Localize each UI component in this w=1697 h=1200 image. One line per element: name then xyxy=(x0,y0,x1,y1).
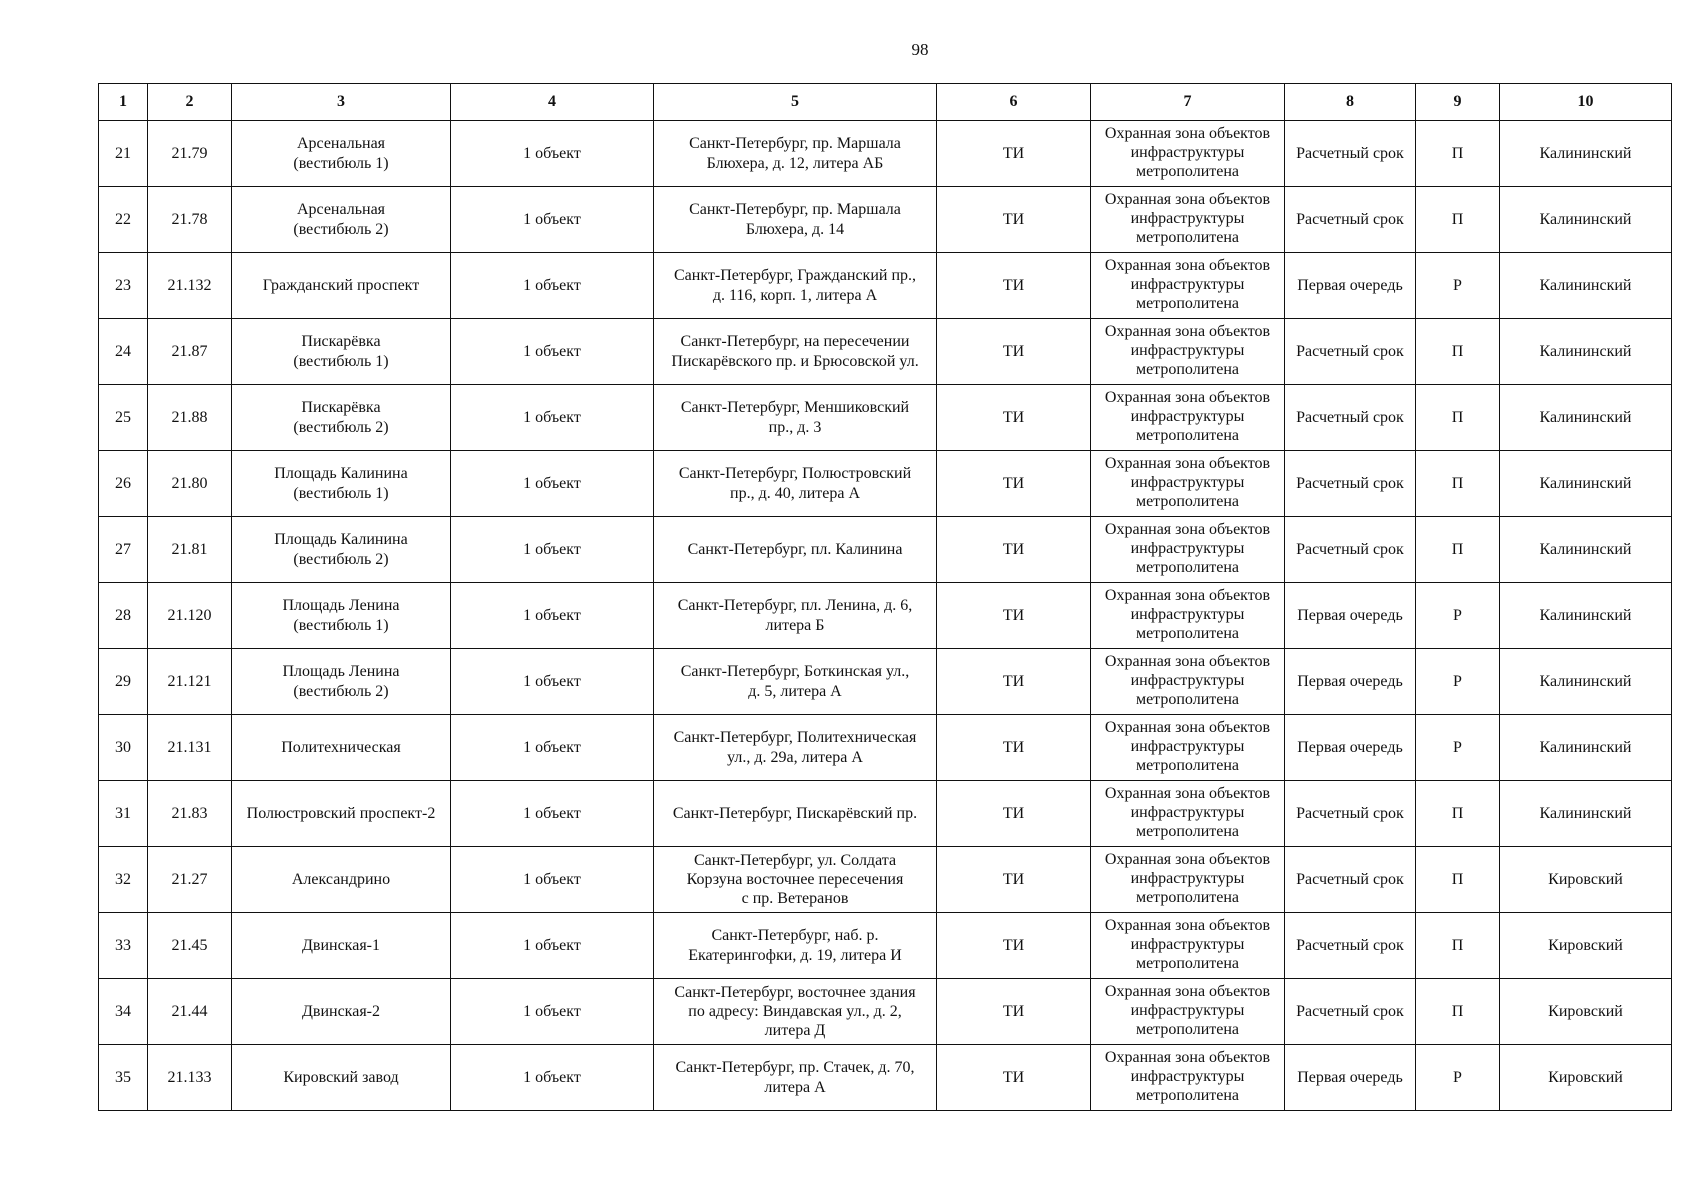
address-cell: Санкт-Петербург, на пересечении Пискарёвского пр. и Брюсовской ул. xyxy=(654,319,937,385)
station-name-cell: Площадь Ленина (вестибюль 1) xyxy=(232,583,451,649)
table-row xyxy=(99,385,1672,451)
row-number-cell: 27 xyxy=(99,517,148,583)
object-count-cell: 1 объект xyxy=(451,715,654,781)
station-name-cell: Арсенальная (вестибюль 1) xyxy=(232,121,451,187)
object-code-cell: 21.78 xyxy=(148,187,232,253)
column-header: 9 xyxy=(1416,84,1500,121)
station-name-cell: Площадь Ленина (вестибюль 2) xyxy=(232,649,451,715)
station-name-cell: Арсенальная (вестибюль 2) xyxy=(232,187,451,253)
object-type-cell: ТИ xyxy=(937,517,1091,583)
column-header: 6 xyxy=(937,84,1091,121)
row-number-cell: 25 xyxy=(99,385,148,451)
station-name-cell: Двинская-1 xyxy=(232,913,451,979)
object-count-cell: 1 объект xyxy=(451,319,654,385)
object-code-cell: 21.45 xyxy=(148,913,232,979)
object-type-cell: ТИ xyxy=(937,649,1091,715)
object-type-cell: ТИ xyxy=(937,385,1091,451)
object-count-cell: 1 объект xyxy=(451,253,654,319)
term-cell: Расчетный срок xyxy=(1285,913,1416,979)
object-code-cell: 21.83 xyxy=(148,781,232,847)
zone-cell: Охранная зона объектов инфраструктуры метрополитена xyxy=(1091,1045,1285,1111)
table-row xyxy=(99,451,1672,517)
zone-cell: Охранная зона объектов инфраструктуры метрополитена xyxy=(1091,253,1285,319)
row-number-cell: 26 xyxy=(99,451,148,517)
object-type-cell: ТИ xyxy=(937,451,1091,517)
object-type-cell: ТИ xyxy=(937,583,1091,649)
column-header: 10 xyxy=(1500,84,1672,121)
table-body xyxy=(99,121,1672,1111)
term-cell: Расчетный срок xyxy=(1285,781,1416,847)
object-code-cell: 21.80 xyxy=(148,451,232,517)
district-cell: Калининский xyxy=(1500,649,1672,715)
object-type-cell: ТИ xyxy=(937,781,1091,847)
object-type-cell: ТИ xyxy=(937,1045,1091,1111)
column-header: 2 xyxy=(148,84,232,121)
zone-cell: Охранная зона объектов инфраструктуры метрополитена xyxy=(1091,979,1285,1045)
table-header-row xyxy=(99,84,1672,121)
term-cell: Расчетный срок xyxy=(1285,847,1416,913)
address-cell: Санкт-Петербург, Политехническая ул., д. 29а, литера А xyxy=(654,715,937,781)
zone-cell: Охранная зона объектов инфраструктуры метрополитена xyxy=(1091,385,1285,451)
object-code-cell: 21.131 xyxy=(148,715,232,781)
zone-cell: Охранная зона объектов инфраструктуры метрополитена xyxy=(1091,583,1285,649)
zone-cell: Охранная зона объектов инфраструктуры метрополитена xyxy=(1091,715,1285,781)
column-header: 4 xyxy=(451,84,654,121)
table-row xyxy=(99,253,1672,319)
status-cell: Р xyxy=(1416,1045,1500,1111)
status-cell: П xyxy=(1416,121,1500,187)
zone-cell: Охранная зона объектов инфраструктуры метрополитена xyxy=(1091,121,1285,187)
term-cell: Первая очередь xyxy=(1285,649,1416,715)
object-count-cell: 1 объект xyxy=(451,583,654,649)
table-row xyxy=(99,913,1672,979)
table-row xyxy=(99,583,1672,649)
table-row xyxy=(99,715,1672,781)
term-cell: Расчетный срок xyxy=(1285,451,1416,517)
table-row xyxy=(99,649,1672,715)
station-name-cell: Двинская-2 xyxy=(232,979,451,1045)
address-cell: Санкт-Петербург, ул. Солдата Корзуна восточнее пересечения с пр. Ветеранов xyxy=(654,847,937,913)
zone-cell: Охранная зона объектов инфраструктуры метрополитена xyxy=(1091,781,1285,847)
row-number-cell: 29 xyxy=(99,649,148,715)
address-cell: Санкт-Петербург, наб. р. Екатерингофки, д. 19, литера И xyxy=(654,913,937,979)
address-cell: Санкт-Петербург, Меншиковский пр., д. 3 xyxy=(654,385,937,451)
zone-cell: Охранная зона объектов инфраструктуры метрополитена xyxy=(1091,847,1285,913)
station-name-cell: Пискарёвка (вестибюль 2) xyxy=(232,385,451,451)
object-code-cell: 21.120 xyxy=(148,583,232,649)
district-cell: Калининский xyxy=(1500,187,1672,253)
term-cell: Первая очередь xyxy=(1285,1045,1416,1111)
object-code-cell: 21.87 xyxy=(148,319,232,385)
station-name-cell: Александрино xyxy=(232,847,451,913)
row-number-cell: 34 xyxy=(99,979,148,1045)
district-cell: Кировский xyxy=(1500,913,1672,979)
district-cell: Калининский xyxy=(1500,715,1672,781)
address-cell: Санкт-Петербург, Боткинская ул., д. 5, литера А xyxy=(654,649,937,715)
term-cell: Расчетный срок xyxy=(1285,187,1416,253)
station-name-cell: Пискарёвка (вестибюль 1) xyxy=(232,319,451,385)
column-header: 3 xyxy=(232,84,451,121)
district-cell: Калининский xyxy=(1500,583,1672,649)
status-cell: П xyxy=(1416,847,1500,913)
district-cell: Калининский xyxy=(1500,451,1672,517)
row-number-cell: 23 xyxy=(99,253,148,319)
table-row xyxy=(99,121,1672,187)
object-code-cell: 21.88 xyxy=(148,385,232,451)
status-cell: П xyxy=(1416,517,1500,583)
row-number-cell: 35 xyxy=(99,1045,148,1111)
column-header: 1 xyxy=(99,84,148,121)
object-type-cell: ТИ xyxy=(937,913,1091,979)
object-type-cell: ТИ xyxy=(937,847,1091,913)
term-cell: Первая очередь xyxy=(1285,253,1416,319)
object-code-cell: 21.44 xyxy=(148,979,232,1045)
status-cell: Р xyxy=(1416,649,1500,715)
object-type-cell: ТИ xyxy=(937,715,1091,781)
term-cell: Первая очередь xyxy=(1285,715,1416,781)
district-cell: Кировский xyxy=(1500,1045,1672,1111)
column-header: 7 xyxy=(1091,84,1285,121)
district-cell: Калининский xyxy=(1500,517,1672,583)
term-cell: Расчетный срок xyxy=(1285,385,1416,451)
status-cell: П xyxy=(1416,979,1500,1045)
object-type-cell: ТИ xyxy=(937,253,1091,319)
object-count-cell: 1 объект xyxy=(451,781,654,847)
station-name-cell: Гражданский проспект xyxy=(232,253,451,319)
object-type-cell: ТИ xyxy=(937,319,1091,385)
row-number-cell: 30 xyxy=(99,715,148,781)
object-count-cell: 1 объект xyxy=(451,187,654,253)
table-row xyxy=(99,979,1672,1045)
object-type-cell: ТИ xyxy=(937,187,1091,253)
station-name-cell: Кировский завод xyxy=(232,1045,451,1111)
object-count-cell: 1 объект xyxy=(451,913,654,979)
zone-cell: Охранная зона объектов инфраструктуры метрополитена xyxy=(1091,517,1285,583)
zone-cell: Охранная зона объектов инфраструктуры метрополитена xyxy=(1091,319,1285,385)
station-name-cell: Площадь Калинина (вестибюль 2) xyxy=(232,517,451,583)
row-number-cell: 22 xyxy=(99,187,148,253)
status-cell: Р xyxy=(1416,583,1500,649)
object-code-cell: 21.81 xyxy=(148,517,232,583)
station-name-cell: Полюстровский проспект-2 xyxy=(232,781,451,847)
table-row xyxy=(99,781,1672,847)
status-cell: Р xyxy=(1416,715,1500,781)
metro-objects-table xyxy=(98,83,1672,1111)
address-cell: Санкт-Петербург, пр. Стачек, д. 70, литера А xyxy=(654,1045,937,1111)
term-cell: Расчетный срок xyxy=(1285,979,1416,1045)
object-code-cell: 21.79 xyxy=(148,121,232,187)
object-code-cell: 21.133 xyxy=(148,1045,232,1111)
district-cell: Калининский xyxy=(1500,319,1672,385)
address-cell: Санкт-Петербург, пр. Маршала Блюхера, д. 14 xyxy=(654,187,937,253)
address-cell: Санкт-Петербург, Пискарёвский пр. xyxy=(654,781,937,847)
table-row xyxy=(99,847,1672,913)
status-cell: Р xyxy=(1416,253,1500,319)
district-cell: Калининский xyxy=(1500,253,1672,319)
object-code-cell: 21.121 xyxy=(148,649,232,715)
table-row xyxy=(99,319,1672,385)
row-number-cell: 21 xyxy=(99,121,148,187)
row-number-cell: 31 xyxy=(99,781,148,847)
station-name-cell: Политехническая xyxy=(232,715,451,781)
status-cell: П xyxy=(1416,187,1500,253)
zone-cell: Охранная зона объектов инфраструктуры метрополитена xyxy=(1091,913,1285,979)
status-cell: П xyxy=(1416,319,1500,385)
zone-cell: Охранная зона объектов инфраструктуры метрополитена xyxy=(1091,451,1285,517)
object-count-cell: 1 объект xyxy=(451,121,654,187)
object-count-cell: 1 объект xyxy=(451,649,654,715)
object-count-cell: 1 объект xyxy=(451,979,654,1045)
term-cell: Первая очередь xyxy=(1285,583,1416,649)
object-count-cell: 1 объект xyxy=(451,1045,654,1111)
district-cell: Кировский xyxy=(1500,979,1672,1045)
table-row xyxy=(99,187,1672,253)
status-cell: П xyxy=(1416,781,1500,847)
status-cell: П xyxy=(1416,451,1500,517)
term-cell: Расчетный срок xyxy=(1285,121,1416,187)
district-cell: Калининский xyxy=(1500,121,1672,187)
column-header: 8 xyxy=(1285,84,1416,121)
object-count-cell: 1 объект xyxy=(451,451,654,517)
object-type-cell: ТИ xyxy=(937,121,1091,187)
row-number-cell: 28 xyxy=(99,583,148,649)
address-cell: Санкт-Петербург, Полюстровский пр., д. 40, литера А xyxy=(654,451,937,517)
address-cell: Санкт-Петербург, восточнее здания по адресу: Виндавская ул., д. 2, литера Д xyxy=(654,979,937,1045)
object-count-cell: 1 объект xyxy=(451,517,654,583)
district-cell: Калининский xyxy=(1500,385,1672,451)
status-cell: П xyxy=(1416,913,1500,979)
row-number-cell: 33 xyxy=(99,913,148,979)
object-count-cell: 1 объект xyxy=(451,847,654,913)
object-code-cell: 21.132 xyxy=(148,253,232,319)
station-name-cell: Площадь Калинина (вестибюль 1) xyxy=(232,451,451,517)
table-row xyxy=(99,1045,1672,1111)
address-cell: Санкт-Петербург, Гражданский пр., д. 116, корп. 1, литера А xyxy=(654,253,937,319)
address-cell: Санкт-Петербург, пл. Калинина xyxy=(654,517,937,583)
address-cell: Санкт-Петербург, пл. Ленина, д. 6, литера Б xyxy=(654,583,937,649)
object-count-cell: 1 объект xyxy=(451,385,654,451)
object-type-cell: ТИ xyxy=(937,979,1091,1045)
page-number: 98 xyxy=(911,40,929,59)
row-number-cell: 24 xyxy=(99,319,148,385)
status-cell: П xyxy=(1416,385,1500,451)
address-cell: Санкт-Петербург, пр. Маршала Блюхера, д. 12, литера АБ xyxy=(654,121,937,187)
column-header: 5 xyxy=(654,84,937,121)
term-cell: Расчетный срок xyxy=(1285,319,1416,385)
district-cell: Кировский xyxy=(1500,847,1672,913)
zone-cell: Охранная зона объектов инфраструктуры метрополитена xyxy=(1091,649,1285,715)
zone-cell: Охранная зона объектов инфраструктуры метрополитена xyxy=(1091,187,1285,253)
table-row xyxy=(99,517,1672,583)
row-number-cell: 32 xyxy=(99,847,148,913)
term-cell: Расчетный срок xyxy=(1285,517,1416,583)
object-code-cell: 21.27 xyxy=(148,847,232,913)
district-cell: Калининский xyxy=(1500,781,1672,847)
